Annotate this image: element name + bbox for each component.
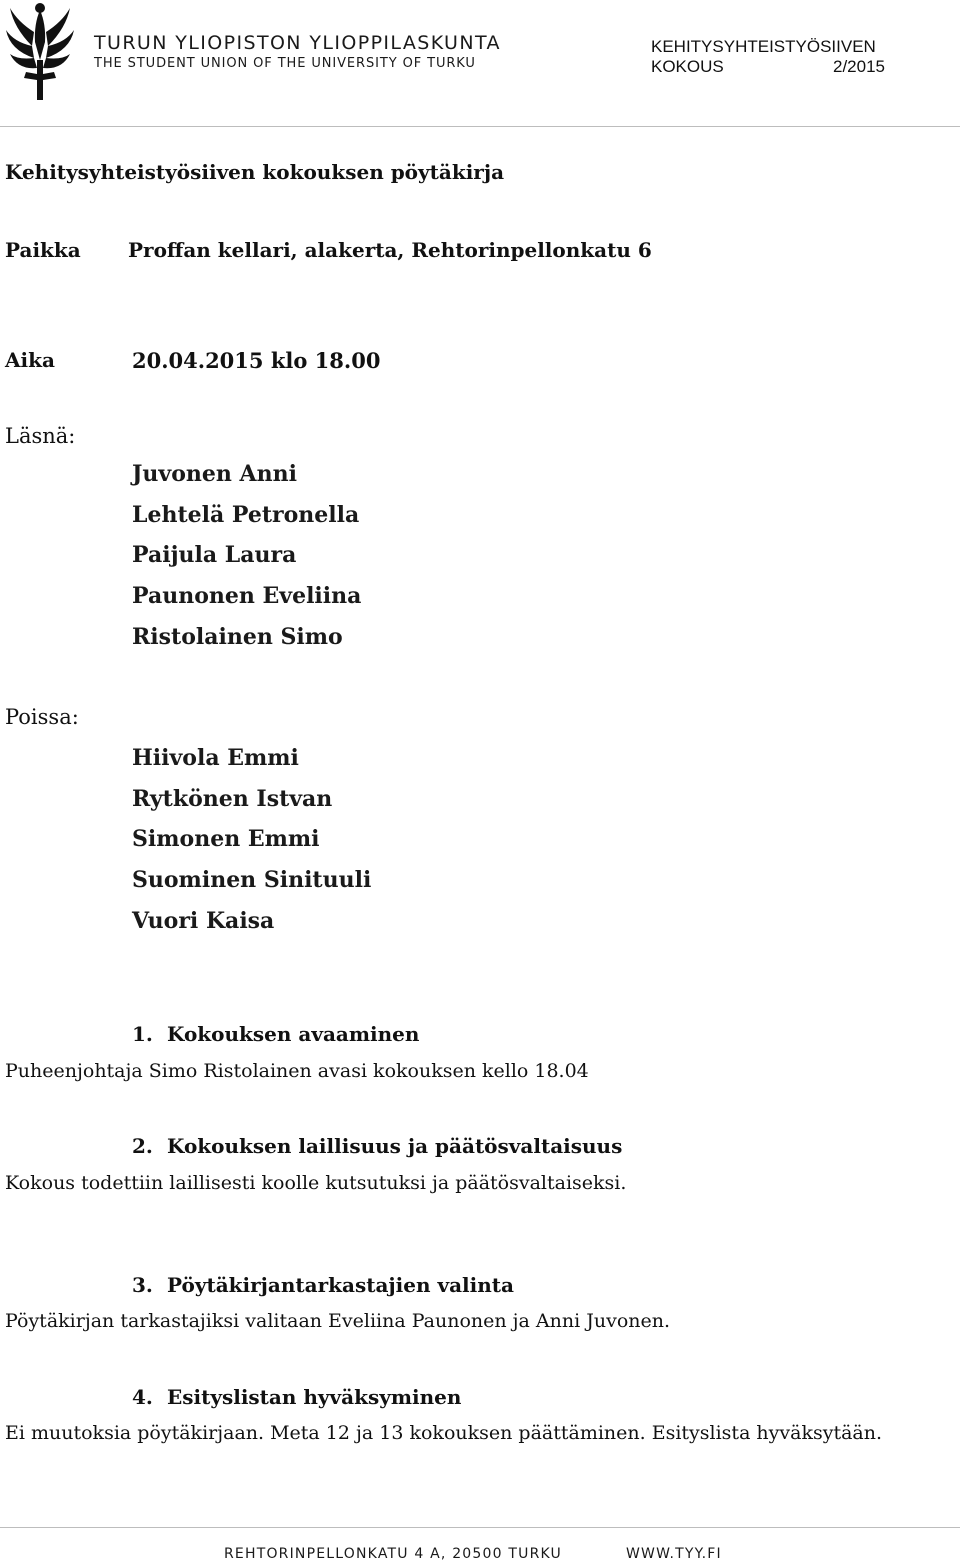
footer-website: WWW.TYY.FI [626,1546,722,1562]
section-body: Puheenjohtaja Simo Ristolainen avasi kokouksen kello 18.04 [5,1060,589,1082]
time-value: 20.04.2015 klo 18.00 [132,348,381,373]
absent-person: Suominen Sinituuli [132,867,372,893]
footer-address: REHTORINPELLONKATU 4 A, 20500 TURKU [224,1546,562,1562]
present-person: Ristolainen Simo [132,624,343,650]
absent-person: Rytkönen Istvan [132,786,333,812]
absent-person: Hiivola Emmi [132,745,299,771]
place-value: Proffan kellari, alakerta, Rehtorinpellonkatu 6 [128,238,652,262]
absent-person: Simonen Emmi [132,826,320,852]
header-divider [0,126,960,127]
present-person: Lehtelä Petronella [132,502,360,528]
section-body: Pöytäkirjan tarkastajiksi valitaan Eveliina Paunonen ja Anni Juvonen. [5,1310,671,1332]
section-title: Kokouksen laillisuus ja päätösvaltaisuus [167,1134,623,1158]
section-number: 4. [132,1385,153,1409]
time-label: Aika [5,348,55,372]
present-label: Läsnä: [5,424,76,448]
org-name-fi: TURUN YLIOPISTON YLIOPPILASKUNTA [94,32,501,54]
section-number: 1. [132,1022,153,1046]
footer-divider [0,1527,960,1528]
present-person: Paijula Laura [132,542,297,568]
student-union-crest-icon [4,2,76,100]
doc-title: Kehitysyhteistyösiiven kokouksen pöytäkirja [5,160,505,184]
section-body: Kokous todettiin laillisesti koolle kutsutuksi ja päätösvaltaiseksi. [5,1172,627,1194]
meeting-label: KOKOUS [651,57,724,76]
section-title: Kokouksen avaaminen [167,1022,420,1046]
place-label: Paikka [5,238,81,262]
org-name-en: THE STUDENT UNION OF THE UNIVERSITY OF TURKU [94,56,476,71]
section-title: Pöytäkirjantarkastajien valinta [167,1273,514,1297]
absent-person: Vuori Kaisa [132,908,275,934]
present-person: Juvonen Anni [132,461,297,487]
absent-label: Poissa: [5,705,79,729]
section-number: 3. [132,1273,153,1297]
section-number: 2. [132,1134,153,1158]
section-title: Esityslistan hyväksyminen [167,1385,462,1409]
doc-type: KEHITYSYHTEISTYÖSIIVEN [651,37,876,56]
present-person: Paunonen Eveliina [132,583,362,609]
meeting-number: 2/2015 [833,57,885,76]
section-body: Ei muutoksia pöytäkirjaan. Meta 12 ja 13 kokouksen päättäminen. Esityslista hyväksytään. [5,1422,883,1444]
